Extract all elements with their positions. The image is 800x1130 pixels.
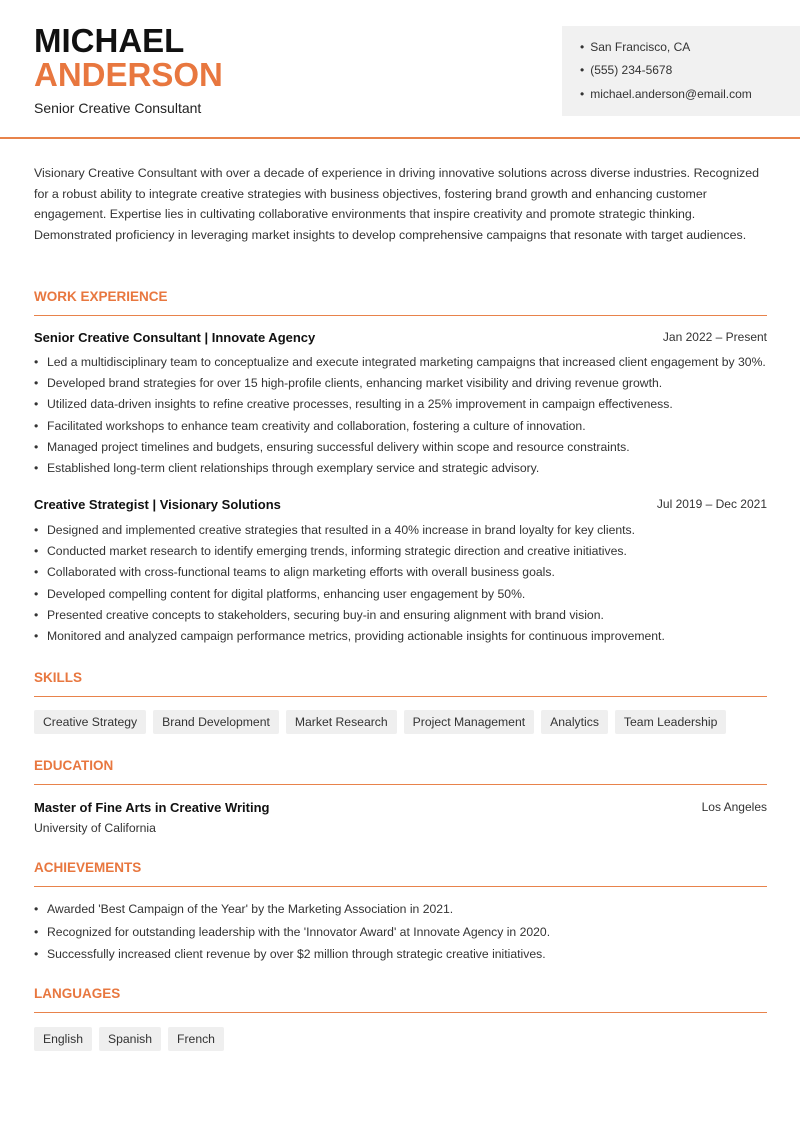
job-2-role: Creative Strategist | Visionary Solutions [34, 497, 281, 512]
list-item: • Conducted market research to identify emerging trends, informing strategic direction and creative initiatives. [34, 541, 774, 562]
work-experience-heading: WORK EXPERIENCE [34, 289, 168, 304]
education-school: University of California [34, 821, 156, 835]
contact-email: • michael.anderson@email.com [580, 87, 752, 101]
education-degree: Master of Fine Arts in Creative Writing [34, 800, 270, 815]
list-item: • Designed and implemented creative strategies that resulted in a 40% increase in brand loyalty for key clients. [34, 520, 774, 541]
resume-header [0, 0, 800, 139]
list-item: • Led a multidisciplinary team to conceptualize and execute integrated marketing campaigns that increased client engagement by 30%. [34, 352, 774, 373]
list-item: • Developed brand strategies for over 15 high-profile clients, enhancing market visibility and driving revenue growth. [34, 373, 774, 394]
achievements-heading: ACHIEVEMENTS [34, 860, 142, 875]
section-divider [34, 886, 767, 887]
language-tag: Spanish [99, 1027, 161, 1051]
job-1-dates: Jan 2022 – Present [662, 330, 767, 344]
skill-tag: Brand Development [153, 710, 279, 734]
list-item: • Collaborated with cross-functional teams to align marketing efforts with overall business goals. [34, 562, 774, 583]
skill-tag: Creative Strategy [34, 710, 146, 734]
skill-tag: Market Research [286, 710, 397, 734]
summary: Visionary Creative Consultant with over a decade of experience in driving innovative solutions across diverse industries. Recognized for a robust ability to integrate creative strategies with business objectives, fostering brand growth and enhancing customer engagement. Expertise lies in cultivating collaborative environments that inspire creativity and promote strategic thinking. Demonstrated proficiency in leveraging market insights to develop comprehensive campaigns that resonate with target audiences. [34, 166, 760, 242]
list-item: • Monitored and analyzed campaign performance metrics, providing actionable insights for continuous improvement. [34, 626, 774, 647]
skills-heading: SKILLS [34, 670, 83, 685]
language-tag: English [34, 1027, 92, 1051]
achievements-list [34, 898, 774, 966]
skill-tag: Project Management [404, 710, 534, 734]
job-2-header [34, 497, 767, 512]
job-1-bullets [34, 352, 774, 479]
section-divider [34, 696, 767, 697]
list-item: • Established long-term client relationships through exemplary service and strategic advisory. [34, 458, 774, 479]
first-name: MICHAEL [34, 22, 185, 59]
list-item: • Recognized for outstanding leadership with the 'Innovator Award' at Innovate Agency in 2020. [34, 921, 774, 944]
list-item: • Awarded 'Best Campaign of the Year' by the Marketing Association in 2021. [34, 898, 774, 921]
list-item: • Presented creative concepts to stakeholders, securing buy-in and ensuring alignment with brand vision. [34, 605, 774, 626]
languages-tags [34, 1027, 224, 1051]
contact-location: • San Francisco, CA [580, 40, 690, 54]
section-divider [34, 315, 767, 316]
job-2-bullets [34, 520, 774, 647]
job-title: Senior Creative Consultant [34, 100, 202, 116]
language-tag: French [168, 1027, 224, 1051]
languages-heading: LANGUAGES [34, 986, 121, 1001]
list-item: • Managed project timelines and budgets, ensuring successful delivery within scope and resource constraints. [34, 437, 774, 458]
job-1-role: Senior Creative Consultant | Innovate Agency [34, 330, 316, 345]
education-heading: EDUCATION [34, 758, 114, 773]
job-2-dates: Jul 2019 – Dec 2021 [656, 497, 767, 511]
list-item: • Utilized data-driven insights to refine creative processes, resulting in a 25% improvement in campaign effectiveness. [34, 394, 774, 415]
section-divider [34, 784, 767, 785]
contact-phone: • (555) 234-5678 [580, 63, 672, 77]
skill-tag: Team Leadership [615, 710, 727, 734]
list-item: • Successfully increased client revenue by over $2 million through strategic creative initiatives. [34, 943, 774, 966]
education-location: Los Angeles [701, 800, 767, 814]
list-item: • Developed compelling content for digital platforms, enhancing user engagement by 50%. [34, 584, 774, 605]
section-divider [34, 1012, 767, 1013]
skill-tag: Analytics [541, 710, 608, 734]
job-1-header [34, 330, 767, 345]
list-item: • Facilitated workshops to enhance team creativity and collaboration, fostering a culture of innovation. [34, 416, 774, 437]
skills-tags [34, 710, 726, 734]
last-name: ANDERSON [34, 56, 223, 93]
contact-box [562, 26, 800, 116]
